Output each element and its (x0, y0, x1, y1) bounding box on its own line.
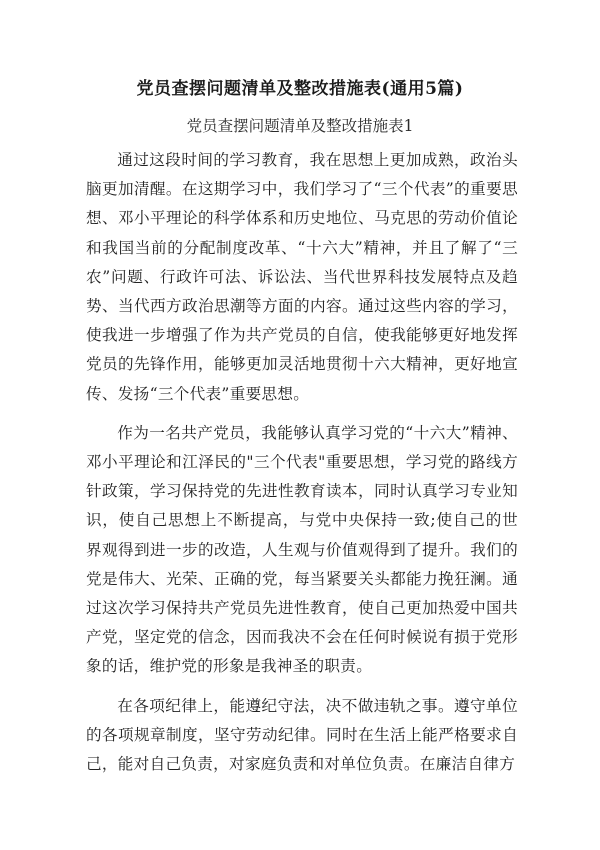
document-title: 党员查摆问题清单及整改措施表(通用5篇) (136, 79, 464, 99)
document-subtitle: 党员查摆问题清单及整改措施表1 (186, 117, 414, 135)
paragraph-party-member: 作为一名共产党员，我能够认真学习党的“十六大”精神、邓小平理论和江泽民的"三个代表"重要思想，学习党的路线方针政策，学习保持党的先进性教育读本，同时认真学习专业知识，使自己思想上不断提高，与党中央保持一致;使自己的世界观得到进一步的改造，人生观与价值观得到了提升。我们的党是伟大、光荣、正确的党，每当紧要关头都能力挽狂澜。通过这次学习保持共产党员先进性教育，使自己更加热爱中国共产党，坚定党的信念，因而我决不会在任何时候说有损于党形象的话，维护党的形象是我神圣的职责。 (86, 423, 518, 676)
document-body (86, 146, 518, 789)
paragraph-study-education: 通过这段时间的学习教育，我在思想上更加成熟，政治头脑更加清醒。在这期学习中，我们学习了“三个代表”的重要思想、邓小平理论的科学体系和历史地位、马克思的劳动价值论和我国当前的分配制度改革、“十六大”精神，并且了解了“三农”问题、行政许可法、诉讼法、当代世界科技发展特点及趋势、当代西方政治思潮等方面的内容。通过这些内容的学习，使我进一步增强了作为共产党员的自信，使我能够更好地发挥党员的先锋作用，能够更加灵活地贯彻十六大精神，更好地宣传、发扬“三个代表”重要思想。 (86, 151, 518, 403)
paragraph-discipline: 在各项纪律上，能遵纪守法，决不做违轨之事。遵守单位的各项规章制度，坚守劳动纪律。同时在生活上能严格要求自己，能对自己负责，对家庭负责和对单位负责。在廉洁自律方 (86, 696, 518, 774)
